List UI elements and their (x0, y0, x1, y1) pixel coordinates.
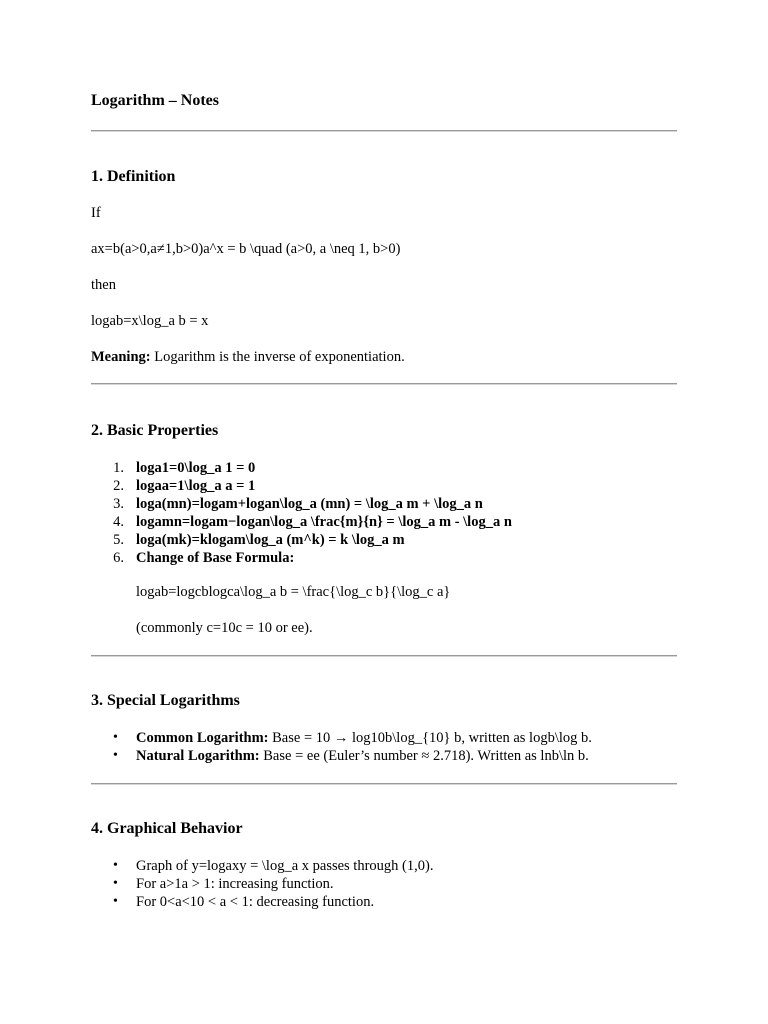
divider (91, 655, 677, 657)
list-item (91, 513, 512, 531)
list-number: 3. (113, 496, 124, 512)
log-equation: logab=x\log_a b = x (91, 313, 209, 329)
property-text: logaa=1\log_a a = 1 (136, 478, 256, 494)
then-text: then (91, 277, 116, 293)
bullet-icon: • (113, 894, 118, 909)
list-number: 5. (113, 532, 124, 548)
item-text: For a>1a > 1: increasing function. (136, 876, 334, 892)
divider (91, 130, 677, 132)
item-text: Base = ee (Euler’s number ≈ 2.718). Written as lnb\ln b. (259, 748, 589, 764)
change-of-base-equation: logab=logcblogca\log_a b = \frac{\log_c b}{\log_c a} (136, 584, 451, 600)
bullet-icon: • (113, 730, 118, 745)
property-text: Change of Base Formula: (136, 550, 295, 566)
section-heading-basic-properties: 2. Basic Properties (91, 422, 219, 439)
divider (91, 383, 677, 385)
section-heading-graphical-behavior: 4. Graphical Behavior (91, 820, 243, 837)
definition-equation: ax=b(a>0,a≠1,b>0)a^x = b \quad (a>0, a \neq 1, b>0) (91, 241, 401, 257)
bullet-icon: • (113, 748, 118, 763)
property-text: loga(mk)=klogam\log_a (m^k) = k \log_a m (136, 532, 405, 548)
list-item (91, 477, 512, 495)
meaning-text: Logarithm is the inverse of exponentiation. (150, 349, 405, 365)
bullet-icon: • (113, 876, 118, 891)
meaning-label: Meaning: (91, 349, 151, 365)
if-text: If (91, 205, 101, 221)
list-item (91, 857, 433, 875)
list-item (91, 729, 592, 747)
list-number: 4. (113, 514, 124, 530)
document-title: Logarithm – Notes (91, 92, 219, 109)
property-text: loga(mn)=logam+logan\log_a (mn) = \log_a m + \log_a n (136, 496, 483, 512)
meaning-paragraph (91, 349, 405, 366)
divider (91, 783, 677, 785)
list-number: 6. (113, 550, 124, 566)
item-label: Natural Logarithm: (136, 748, 260, 764)
section-heading-definition: 1. Definition (91, 168, 176, 185)
list-number: 2. (113, 478, 124, 494)
properties-list (91, 459, 512, 567)
section-heading-special-logarithms: 3. Special Logarithms (91, 692, 240, 709)
list-item (91, 747, 592, 765)
list-item (91, 495, 512, 513)
list-number: 1. (113, 460, 124, 476)
special-logarithms-list (91, 729, 592, 765)
property-text: loga1=0\log_a 1 = 0 (136, 460, 256, 476)
commonly-note: (commonly c=10c = 10 or ee). (136, 620, 313, 636)
list-item (91, 875, 433, 893)
item-text: Base = 10 → log10b\log_{10} b, written as logb\log b. (268, 730, 592, 746)
list-item (91, 549, 512, 567)
list-item (91, 893, 433, 911)
item-label: Common Logarithm: (136, 730, 269, 746)
bullet-icon: • (113, 858, 118, 873)
item-text: Graph of y=logaxy = \log_a x passes through (1,0). (136, 858, 434, 874)
graphical-behavior-list (91, 857, 433, 911)
property-text: logamn=logam−logan\log_a \frac{m}{n} = \log_a m - \log_a n (136, 514, 512, 530)
list-item (91, 531, 512, 549)
item-text: For 0<a<10 < a < 1: decreasing function. (136, 894, 375, 910)
list-item (91, 459, 512, 477)
